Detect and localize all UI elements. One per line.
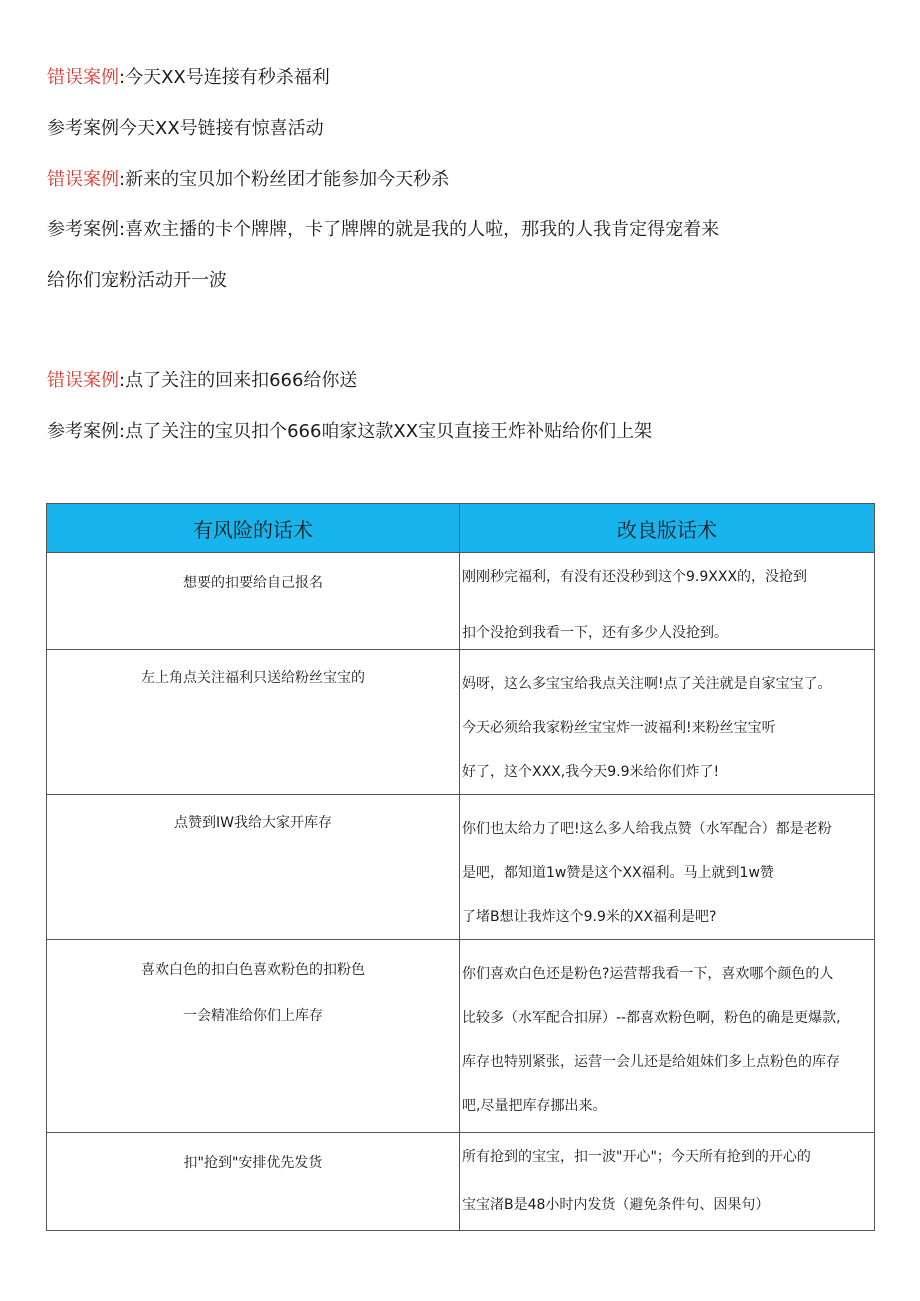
improved-text: 所有抢到的宝宝，扣一波"开心"；今天所有抢到的开心的 <box>462 1149 811 1165</box>
improved-cell <box>460 795 875 940</box>
case-label-error: 错误案例 <box>47 67 119 88</box>
risky-cell <box>47 940 460 1133</box>
improved-text: 宝宝渚B是48小时内发货（避免条件句、因果句） <box>462 1197 770 1213</box>
case-separator: : <box>119 219 126 240</box>
case-separator: : <box>119 169 126 190</box>
case-line-2 <box>47 117 324 141</box>
improved-cell <box>460 1133 875 1231</box>
case-line-3 <box>47 168 449 192</box>
risky-cell <box>47 650 460 795</box>
case-line-7 <box>47 420 652 444</box>
risky-text: 喜欢白色的扣白色喜欢粉色的扣粉色 <box>141 962 365 978</box>
risky-cell <box>47 553 460 650</box>
case-separator: : <box>119 67 126 88</box>
case-text: 点了关注的宝贝扣个666咱家这款XX宝贝直接王炸补贴给你们上架 <box>125 421 653 442</box>
risky-cell <box>47 1133 460 1231</box>
table-header-row <box>47 504 875 553</box>
improved-text: 你们也太给力了吧!这么多人给我点赞（水军配合）都是老粉 <box>462 821 832 837</box>
table-row <box>47 1133 875 1231</box>
case-text: 给你们宠粉活动开一波 <box>47 270 227 291</box>
improved-text: 是吧，都知道1w赞是这个XX福利。马上就到1w赞 <box>462 865 774 881</box>
risky-cell <box>47 795 460 940</box>
risky-text: 想要的扣要给自己报名 <box>183 575 323 591</box>
improved-text: 比较多（水军配合扣屏）--都喜欢粉色啊，粉色的确是更爆款, <box>462 1010 841 1026</box>
case-text: 今天XX号连接有秒杀福利 <box>125 67 330 88</box>
table-row <box>47 553 875 650</box>
improved-text: 好了，这个XXX,我今天9.9米给你们炸了! <box>462 764 720 780</box>
improved-text: 你们喜欢白色还是粉色?运营帮我看一下，喜欢哪个颜色的人 <box>462 966 834 982</box>
risky-text: 左上角点关注福利只送给粉丝宝宝的 <box>141 670 365 686</box>
case-line-4 <box>47 218 719 242</box>
improved-cell <box>460 650 875 795</box>
table-row <box>47 940 875 1133</box>
risky-text: 一会精准给你们上库存 <box>183 1008 323 1024</box>
table-row <box>47 650 875 795</box>
risky-text: 扣"抢到"安排优先发货 <box>183 1155 323 1171</box>
table-row <box>47 795 875 940</box>
improved-text: 扣个没抢到我看一下，还有多少人没抢到。 <box>462 625 728 641</box>
case-line-1 <box>47 66 330 90</box>
improved-text: 库存也特别紧张，运营一会儿还是给姐妹们多上点粉色的库存 <box>462 1054 840 1070</box>
script-comparison-table <box>46 503 875 1231</box>
improved-text: 刚刚秒完福利，有没有还没秒到这个9.9XXX的，没抢到 <box>462 569 808 585</box>
case-text: 喜欢主播的卡个牌牌，卡了牌牌的就是我的人啦，那我的人我肯定得宠着来 <box>125 219 720 240</box>
case-separator: : <box>119 421 126 442</box>
case-line-6 <box>47 369 357 393</box>
improved-text: 今天必须给我家粉丝宝宝炸一波福利!来粉丝宝宝听 <box>462 720 776 736</box>
risky-text: 点赞到IW我给大家开库存 <box>174 815 332 831</box>
header-risky-script: 有风险的话术 <box>47 504 460 553</box>
case-label-reference: 参考案例 <box>47 219 119 240</box>
case-separator: : <box>119 370 126 391</box>
improved-text: 妈呀，这么多宝宝给我点关注啊!点了关注就是自家宝宝了。 <box>462 676 832 692</box>
improved-text: 了堵B想让我炸这个9.9米的XX福利是吧? <box>462 909 717 925</box>
case-label-error: 错误案例 <box>47 370 119 391</box>
case-label-reference: 参考案例 <box>47 421 119 442</box>
case-label-error: 错误案例 <box>47 169 119 190</box>
improved-cell <box>460 940 875 1133</box>
case-text: 新来的宝贝加个粉丝团才能参加今天秒杀 <box>125 169 450 190</box>
improved-text: 吧,尽量把库存挪出来。 <box>462 1098 607 1114</box>
case-label-reference: 参考案例 <box>47 118 119 139</box>
case-line-5 <box>47 269 227 293</box>
case-text: 今天XX号链接有惊喜活动 <box>119 118 324 139</box>
case-text: 点了关注的回来扣666给你送 <box>125 370 358 391</box>
header-improved-script: 改良版话术 <box>460 504 875 553</box>
improved-cell <box>460 553 875 650</box>
